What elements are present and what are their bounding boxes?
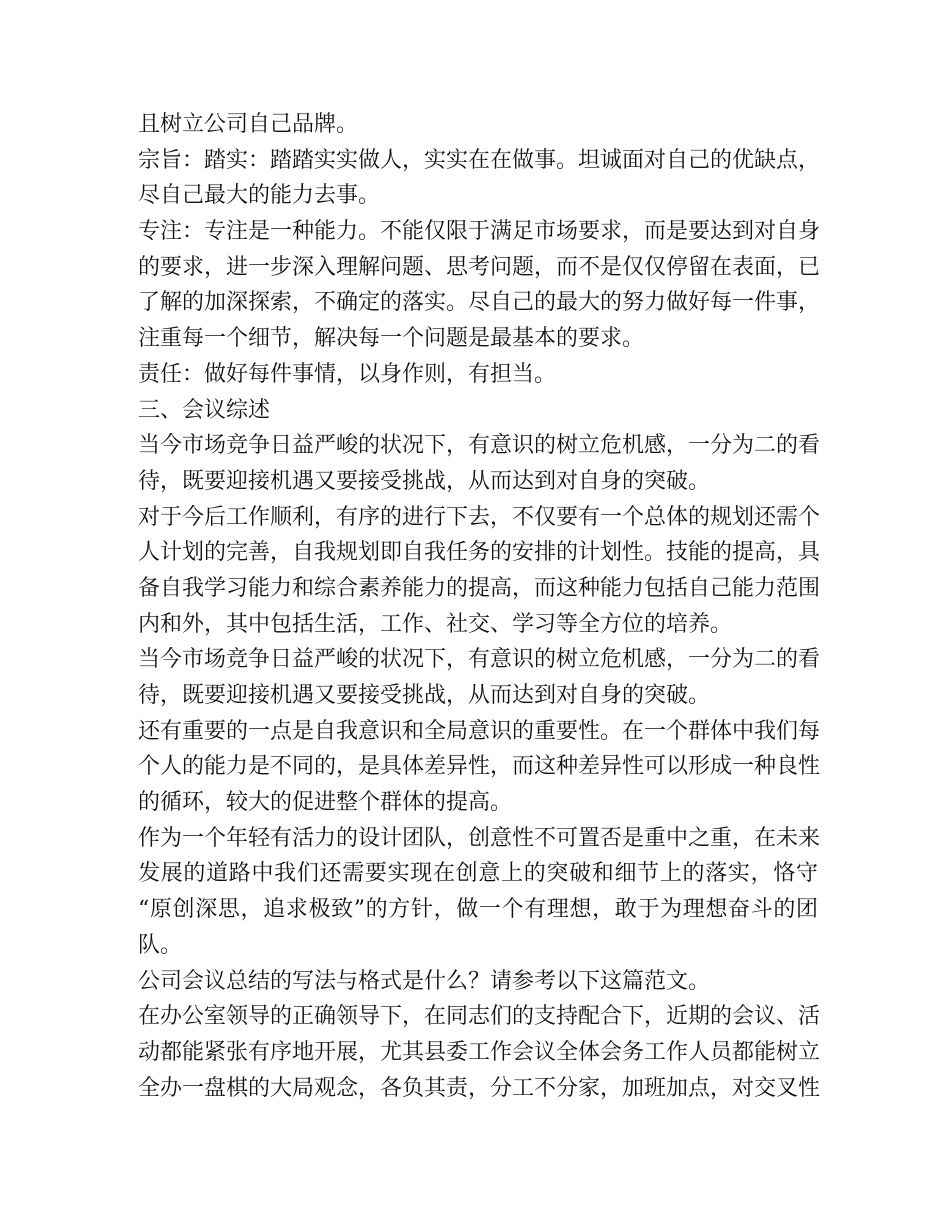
text-line: 公司会议总结的写法与格式是什么？请参考以下这篇范文。 <box>138 968 711 994</box>
text-line: 个人的能力是不同的，是具体差异性，而这种差异性可以形成一种良性 <box>138 754 821 780</box>
text-line: 的循环，较大的促进整个群体的提高。 <box>138 790 513 816</box>
text-line: 三、会议综述 <box>138 397 271 423</box>
text-line: 尽自己最大的能力去事。 <box>138 183 381 209</box>
text-line: 对于今后工作顺利，有序的进行下去，不仅要有一个总体的规划还需个 <box>138 504 821 530</box>
text-line: 注重每一个细节，解决每一个问题是最基本的要求。 <box>138 326 645 352</box>
text-line: 发展的道路中我们还需要实现在创意上的突破和细节上的落实，恪守 <box>138 861 818 887</box>
text-line: 还有重要的一点是自我意识和全局意识的重要性。在一个群体中我们每 <box>138 718 821 744</box>
text-line: “原创深思，追求极致”的方针，做一个有理想，敢于为理想奋斗的团 <box>138 897 818 923</box>
text-line: 待，既要迎接机遇又要接受挑战，从而达到对自身的突破。 <box>138 468 711 494</box>
text-line: 人计划的完善，自我规划即自我任务的安排的计划性。技能的提高，具 <box>138 540 821 566</box>
text-line: 待，既要迎接机遇又要接受挑战，从而达到对自身的突破。 <box>138 683 711 708</box>
text-line: 队。 <box>138 932 183 958</box>
text-line: 当今市场竞争日益严峻的状况下，有意识的树立危机感，一分为二的看 <box>138 647 821 673</box>
text-line: 在办公室领导的正确领导下，在同志们的支持配合下，近期的会议、活 <box>138 1004 821 1030</box>
text-line: 且树立公司自己品牌。 <box>138 112 359 137</box>
text-line: 责任：做好每件事情，以身作则，有担当。 <box>138 361 557 387</box>
text-line: 宗旨：踏实：踏踏实实做人，实实在在做事。坦诚面对自己的优缺点， <box>138 147 821 173</box>
text-line: 当今市场竞争日益严峻的状况下，有意识的树立危机感，一分为二的看 <box>138 433 821 459</box>
text-line: 的要求，进一步深入理解问题、思考问题，而不是仅仅停留在表面，已 <box>138 254 821 280</box>
document-body <box>138 107 821 1106</box>
text-line: 作为一个年轻有活力的设计团队，创意性不可置否是重中之重，在未来 <box>138 825 821 851</box>
text-line: 专注：专注是一种能力。不能仅限于满足市场要求，而是要达到对自身 <box>138 219 821 245</box>
text-line: 动都能紧张有序地开展，尤其县委工作会议全体会务工作人员都能树立 <box>138 1039 821 1065</box>
text-line: 备自我学习能力和综合素养能力的提高，而这种能力包括自己能力范围 <box>138 575 821 601</box>
text-line: 了解的加深探索，不确定的落实。尽自己的最大的努力做好每一件事， <box>138 290 821 316</box>
text-line: 全办一盘棋的大局观念，各负其责，分工不分家，加班加点，对交叉性 <box>138 1075 821 1101</box>
text-line: 内和外，其中包括生活，工作、社交、学习等全方位的培养。 <box>138 611 733 637</box>
